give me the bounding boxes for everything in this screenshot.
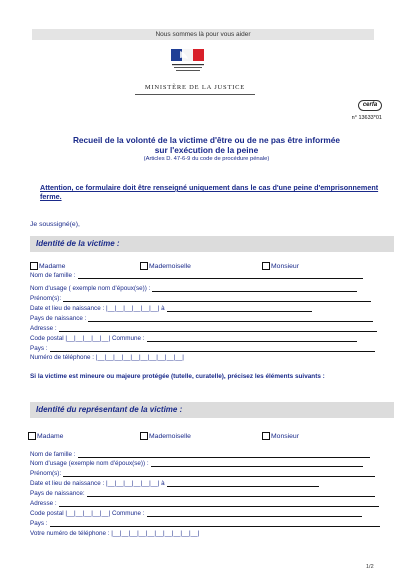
rep-field-nom-famille[interactable]: Nom de famille :: [30, 451, 370, 458]
rep-field-prenoms[interactable]: Prénom(s):: [30, 470, 375, 477]
section-representative-identity: [30, 402, 394, 418]
victim-field-naissance[interactable]: Date et lieu de naissance : |__|__|__|__|__|__| à: [30, 305, 312, 312]
victim-field-prenoms[interactable]: Prénom(s):: [30, 295, 371, 302]
checkbox-icon[interactable]: [140, 262, 148, 270]
rep-field-pays-naissance[interactable]: Pays de naissance:: [30, 490, 375, 497]
rep-field-code-postal[interactable]: Code postal |__|__|__|__|__| Commune :: [30, 510, 362, 517]
checkbox-icon[interactable]: [140, 432, 148, 440]
victim-civility-madame[interactable]: Madame: [30, 262, 65, 270]
minor-protected-note: Si la victime est mineure ou majeure protégée (tutelle, curatelle), précisez les éléments suivants :: [30, 373, 325, 380]
section-victim-identity: [30, 236, 394, 252]
rep-field-pays[interactable]: Pays :: [30, 520, 380, 527]
checkbox-icon[interactable]: [262, 432, 270, 440]
victim-field-pays-naissance[interactable]: Pays de naissance :: [30, 315, 373, 322]
page-number: 1/2: [366, 564, 374, 570]
victim-civility-monsieur[interactable]: Monsieur: [262, 262, 299, 270]
header-banner: Nous sommes là pour vous aider: [32, 29, 374, 40]
marianne-logo-icon: [168, 47, 208, 77]
ministry-name: MINISTÈRE DE LA JUSTICE: [144, 84, 246, 91]
title-line-1: Recueil de la volonté de la victime d'être ou de ne pas être informée: [72, 135, 341, 145]
form-number: n° 13633*01: [351, 115, 382, 121]
victim-field-nom-usage[interactable]: Nom d'usage ( exemple nom d'époux(se)) :: [30, 285, 357, 292]
section-victim-heading: Identité de la victime :: [36, 239, 120, 248]
rep-field-adresse[interactable]: Adresse :: [30, 500, 379, 507]
warning-notice: Attention, ce formulaire doit être renseigné uniquement dans le cas d'une peine d'emprisonnement ferme.: [40, 183, 379, 201]
checkbox-icon[interactable]: [28, 432, 36, 440]
section-representative-heading: Identité du représentant de la victime :: [36, 405, 183, 414]
victim-field-code-postal[interactable]: Code postal |__|__|__|__|__| Commune :: [30, 335, 357, 342]
rep-field-nom-usage[interactable]: Nom d'usage (exemple nom d'époux(se)) :: [30, 460, 363, 467]
rep-civility-mademoiselle[interactable]: Mademoiselle: [140, 432, 191, 440]
victim-civility-mademoiselle[interactable]: Mademoiselle: [140, 262, 191, 270]
checkbox-icon[interactable]: [262, 262, 270, 270]
soussigne-label: Je soussigné(e),: [30, 221, 80, 228]
victim-field-telephone[interactable]: Numéro de téléphone : |__|__|__|__|__|__|__|__|__|__|: [30, 354, 184, 361]
rep-field-naissance[interactable]: Date et lieu de naissance : |__|__|__|__|__|__| à: [30, 480, 319, 487]
cerfa-logo: cerfa: [358, 100, 382, 111]
title-line-2: sur l'exécution de la peine: [154, 145, 259, 155]
ministry-divider: [135, 94, 255, 95]
victim-field-nom-famille[interactable]: Nom de famille :: [30, 272, 363, 279]
victim-field-pays[interactable]: Pays :: [30, 345, 375, 352]
victim-field-adresse[interactable]: Adresse :: [30, 325, 377, 332]
rep-civility-madame[interactable]: Madame: [28, 432, 63, 440]
legal-articles: (Articles D. 47-6-9 du code de procédure pénale): [143, 156, 270, 162]
rep-civility-monsieur[interactable]: Monsieur: [262, 432, 299, 440]
rep-field-telephone[interactable]: Votre numéro de téléphone : |__|__|__|__|__|__|__|__|__|__|: [30, 530, 200, 537]
document-title: [30, 135, 383, 155]
checkbox-icon[interactable]: [30, 262, 38, 270]
